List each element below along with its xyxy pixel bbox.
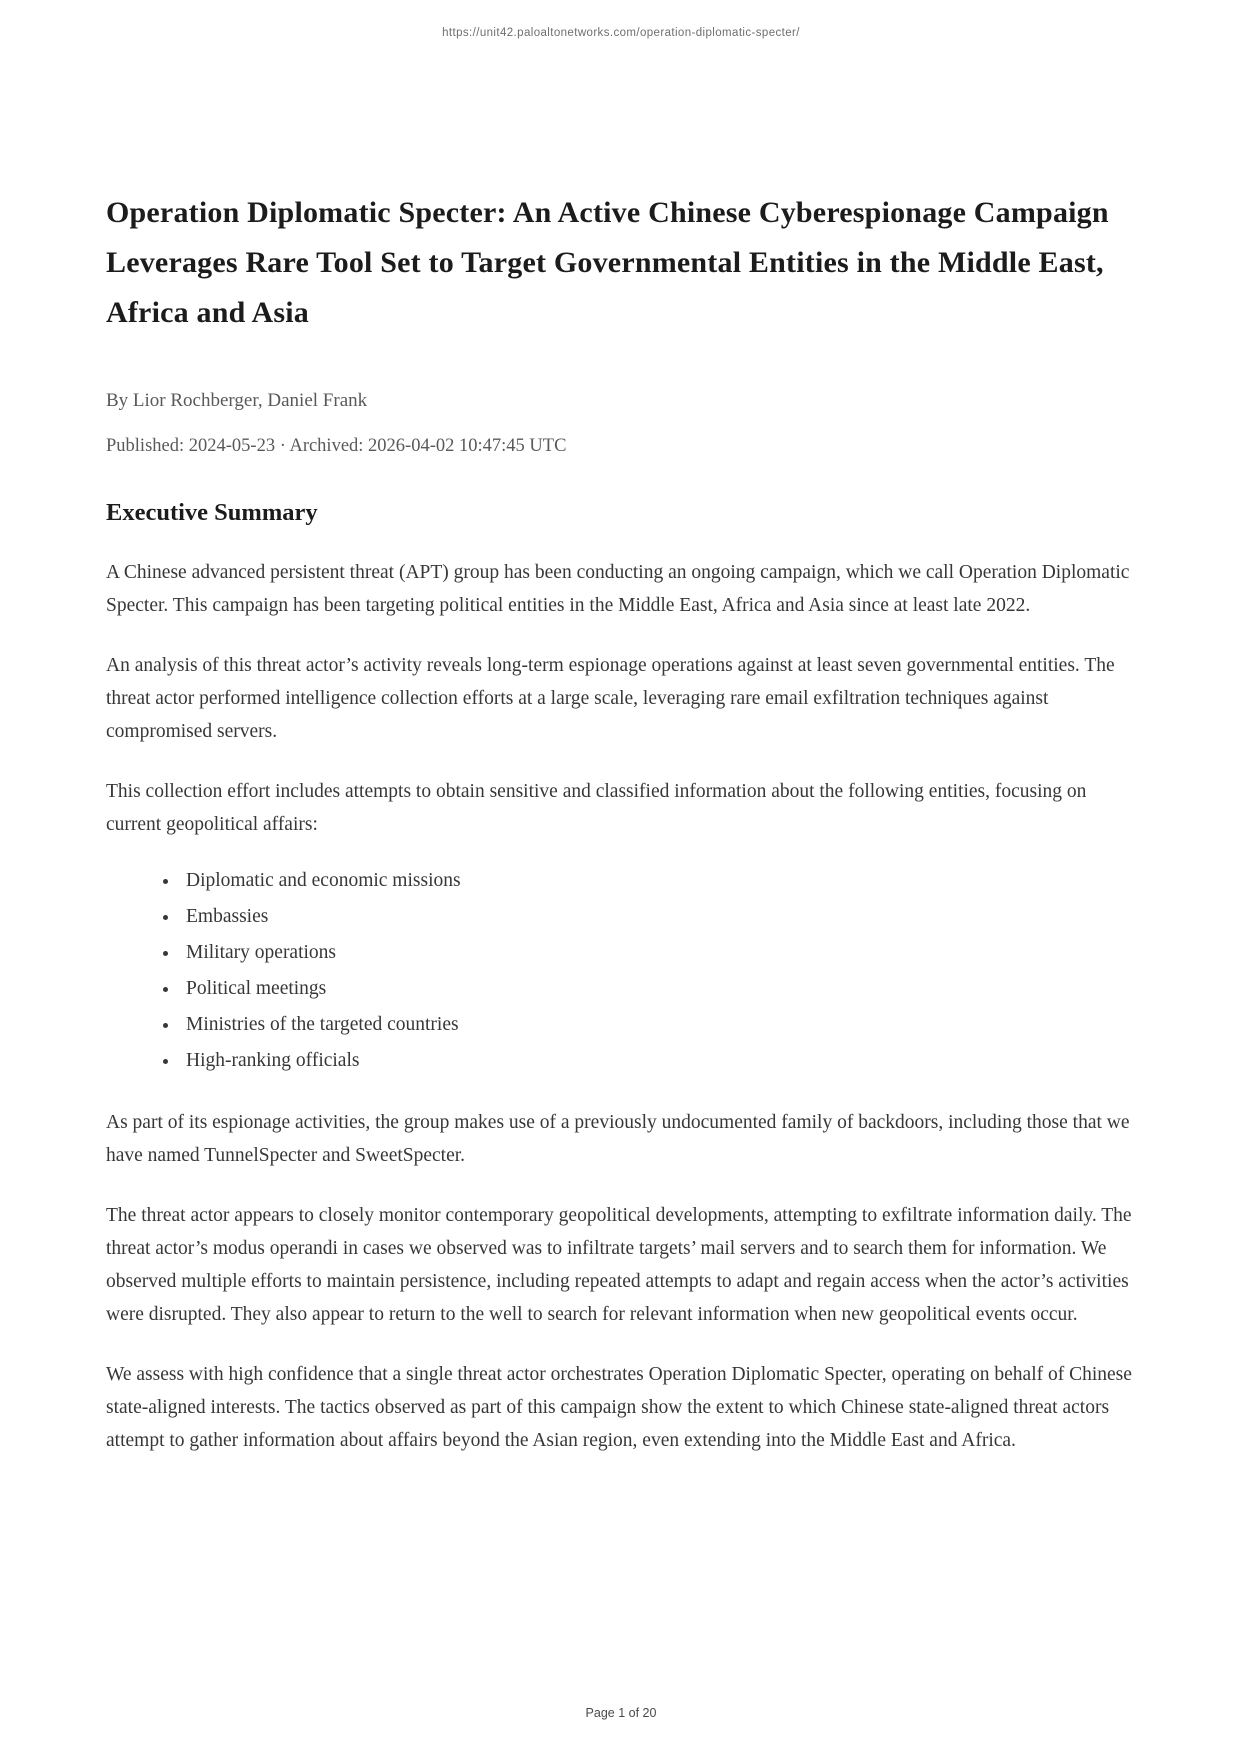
paragraph-analysis: An analysis of this threat actor’s activity reveals long-term espionage operations against at least seven governmental entities. The threat actor performed intelligence collection efforts at a large scale, leveraging rare email exfiltration techniques against compromised servers. [106,655,1115,742]
section-heading-executive-summary: Executive Summary [106,499,318,526]
list-item: • Military operations [180,935,1138,971]
paragraph-campaign-overview: A Chinese advanced persistent threat (APT) group has been conducting an ongoing campaign, which we call Operation Diplomatic Specter. This campaign has been targeting political entities in the Middle East, Africa and Asia since at least late 2022. [106,562,1130,616]
paragraph-assessment: We assess with high confidence that a single threat actor orchestrates Operation Diplomatic Specter, operating on behalf of Chinese state-aligned interests. The tactics observed as part of this campaign show the extent to which Chinese state-aligned threat actors attempt to gather information about affairs beyond the Asian region, even extending into the Middle East and Africa. [106,1364,1132,1451]
list-item: • Political meetings [180,971,1138,1007]
article-byline: By Lior Rochberger, Daniel Frank [106,390,368,411]
page-url-header: https://unit42.paloaltonetworks.com/operation-diplomatic-specter/ [442,27,800,39]
article-title: Operation Diplomatic Specter: An Active Chinese Cyberespionage Campaign Leverages Rare Tool Set to Target Governmental Entities in the Middle East, Africa and Asia [106,196,1109,329]
paragraph-backdoors: As part of its espionage activities, the group makes use of a previously undocumented family of backdoors, including those that we have named TunnelSpecter and SweetSpecter. [106,1112,1130,1166]
list-item: • High-ranking officials [180,1043,1138,1079]
paragraph-collection-effort: This collection effort includes attempts to obtain sensitive and classified information about the following entities, focusing on current geopolitical affairs: [106,781,1087,835]
paragraph-modus-operandi: The threat actor appears to closely monitor contemporary geopolitical developments, attempting to exfiltrate information daily. The threat actor’s modus operandi in cases we observed was to infiltrate targets’ mail servers and to search them for information. We observed multiple efforts to maintain persistence, including repeated attempts to adapt and regain access when the actor’s activities were disrupted. They also appear to return to the well to search for relevant information when new geopolitical events occur. [106,1205,1132,1325]
list-item: • Embassies [180,899,1138,935]
targeted-entities-list [106,863,1138,1079]
list-item: • Ministries of the targeted countries [180,1007,1138,1043]
article-meta-published-archived: Published: 2024-05-23 · Archived: 2026-04-02 10:47:45 UTC [106,436,567,456]
list-item: • Diplomatic and economic missions [180,863,1138,899]
article-content [106,0,1138,1457]
page-number-indicator: Page 1 of 20 [585,1706,657,1720]
